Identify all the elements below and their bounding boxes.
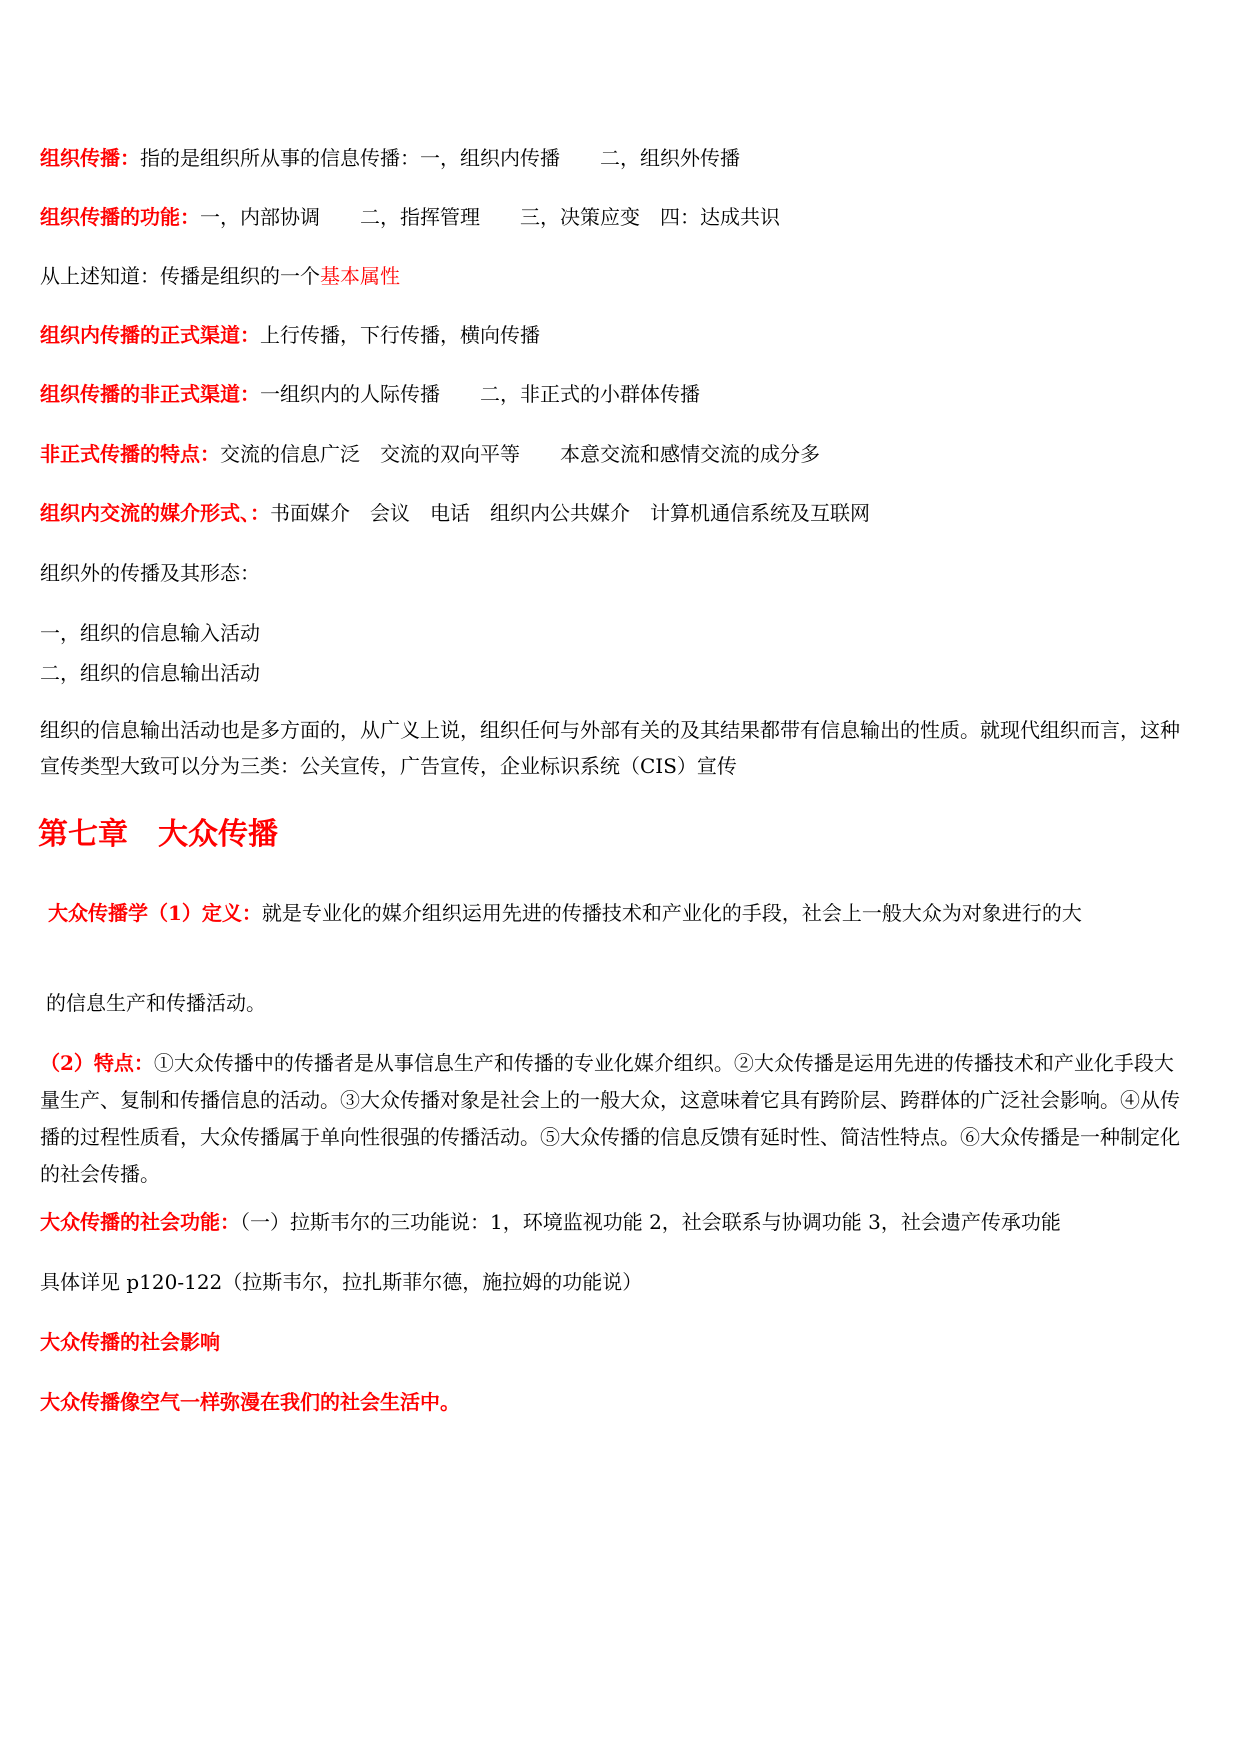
info-input-line (40, 620, 260, 646)
info-input-text: 一，组织的信息输入活动 (40, 621, 260, 645)
definition-label: 大众传播学（1）定义： (48, 901, 262, 925)
informal-feature-label: 非正式传播的特点： (40, 442, 220, 466)
chapter-title: 第七章 大众传播 (38, 817, 278, 852)
social-function-line (40, 1209, 1061, 1235)
air-statement-text: 大众传播像空气一样弥漫在我们的社会生活中。 (40, 1390, 460, 1414)
attr-line (40, 263, 400, 289)
media-form-line (40, 500, 870, 526)
social-influence-heading (40, 1329, 220, 1355)
org-comm-line (40, 145, 740, 171)
definition-text: 就是专业化的媒介组织运用先进的传播技术和产业化的手段，社会上一般大众为对象进行的大 (261, 901, 1082, 925)
definition-continuation (46, 990, 266, 1016)
features-paragraph (40, 1045, 1190, 1193)
features-text: ①大众传播中的传播者是从事信息生产和传播的专业化媒介组织。②大众传播是运用先进的传播技术和产业化手段大量生产、复制和传播信息的活动。③大众传播对象是社会上的一般大众，这意味着它具有跨阶层、跨群体的广泛社会影响。④从传播的过程性质看，大众传播属于单向性很强的传播活动。⑤大众传播的信息反馈有延时性、简洁性特点。⑥大众传播是一种制定化的社会传播。 (40, 1051, 1180, 1186)
formal-channel-line (40, 322, 540, 348)
info-output-text: 二，组织的信息输出活动 (40, 661, 260, 685)
detail-reference-line (40, 1269, 642, 1295)
informal-channel-label: 组织传播的非正式渠道： (40, 382, 260, 406)
output-paragraph-text: 组织的信息输出活动也是多方面的，从广义上说，组织任何与外部有关的及其结果都带有信息输出的性质。就现代组织而言，这种宣传类型大致可以分为三类：公关宣传，广告宣传，企业标识系统（CIS）宣传 (40, 718, 1180, 778)
attr-prefix: 从上述知道：传播是组织的一个 (40, 264, 320, 288)
detail-reference-text: 具体详见 p120-122（拉斯韦尔，拉扎斯菲尔德，施拉姆的功能说） (40, 1270, 643, 1294)
output-paragraph (40, 712, 1190, 784)
informal-channel-text: 一组织内的人际传播 二，非正式的小群体传播 (260, 382, 700, 406)
org-func-text: 一，内部协调 二，指挥管理 三，决策应变 四：达成共识 (200, 205, 780, 229)
social-influence-text: 大众传播的社会影响 (40, 1330, 220, 1354)
media-form-label: 组织内交流的媒介形式、： (40, 501, 270, 525)
external-comm-text: 组织外的传播及其形态： (40, 561, 260, 585)
org-func-label: 组织传播的功能： (40, 205, 200, 229)
org-comm-label: 组织传播： (40, 146, 140, 170)
attr-highlight: 基本属性 (320, 264, 400, 288)
definition-line (48, 900, 1082, 926)
social-function-text: （一）拉斯韦尔的三功能说：1，环境监视功能 2，社会联系与协调功能 3，社会遗产传承功能 (240, 1210, 1061, 1234)
informal-channel-line (40, 381, 700, 407)
informal-feature-line (40, 441, 820, 467)
media-form-text: 书面媒介 会议 电话 组织内公共媒介 计算机通信系统及互联网 (270, 501, 870, 525)
formal-channel-label: 组织内传播的正式渠道： (40, 323, 260, 347)
org-func-line (40, 204, 780, 230)
features-label: （2）特点： (40, 1051, 154, 1075)
definition-continuation-text: 的信息生产和传播活动。 (46, 991, 266, 1015)
external-comm-line (40, 560, 260, 586)
org-comm-text: 指的是组织所从事的信息传播：一，组织内传播 二，组织外传播 (140, 146, 740, 170)
air-statement (40, 1389, 460, 1415)
informal-feature-text: 交流的信息广泛 交流的双向平等 本意交流和感情交流的成分多 (220, 442, 820, 466)
formal-channel-text: 上行传播，下行传播，横向传播 (260, 323, 540, 347)
social-function-label: 大众传播的社会功能： (40, 1210, 240, 1234)
info-output-line (40, 660, 260, 686)
